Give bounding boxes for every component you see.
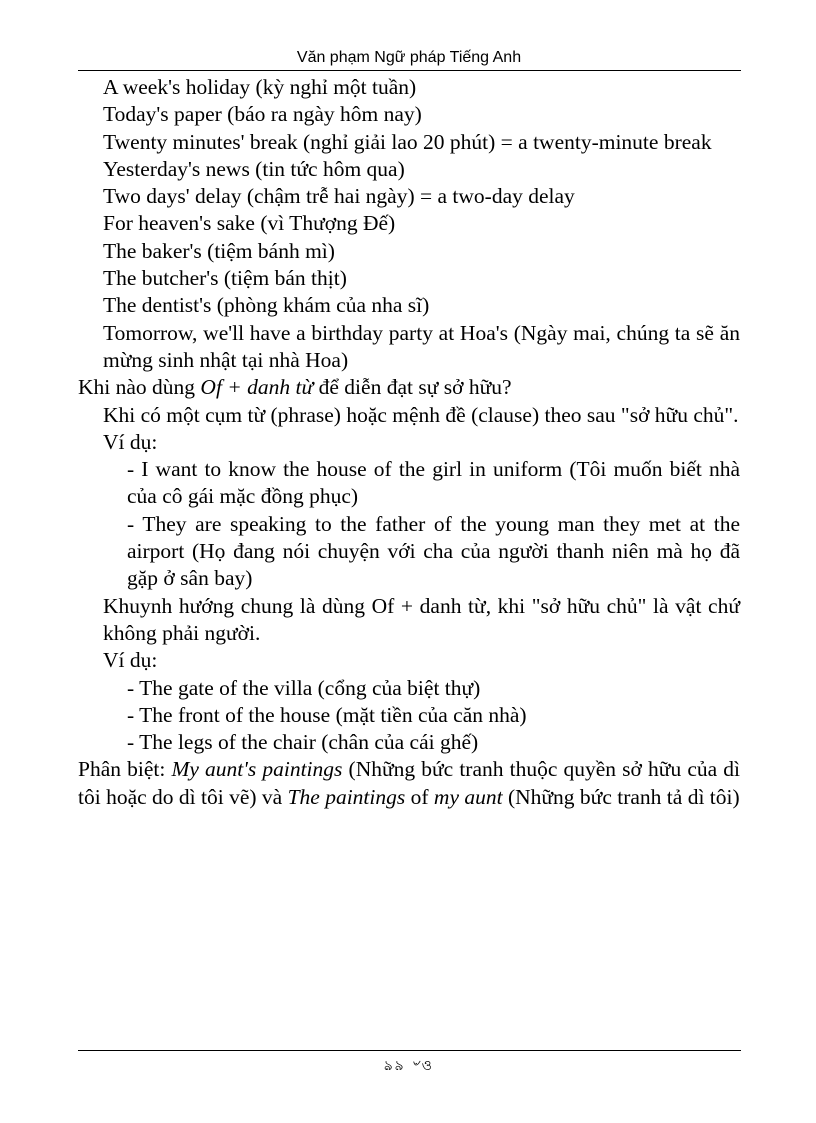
example-heading: Ví dụ:	[103, 648, 158, 673]
distinction-paragraph	[78, 756, 740, 811]
question-start: Khi nào dùng	[78, 375, 201, 400]
example-line: Twenty minutes' break (nghỉ giải lao 20 phút) = a twenty-minute break	[103, 129, 712, 154]
page-content	[78, 74, 740, 811]
rule-text: Khi có một cụm từ (phrase) hoặc mệnh đề (clause) theo sau "sở hữu chủ".	[103, 402, 739, 427]
distinction-italic-2: The paintings	[287, 784, 406, 809]
example-sentence: - The legs of the chair (chân của cái ghế)	[127, 730, 479, 755]
example-line: Yesterday's news (tin tức hôm qua)	[103, 156, 405, 181]
example-sentence: - The front of the house (mặt tiền của căn nhà)	[127, 702, 527, 727]
example-heading: Ví dụ:	[103, 429, 158, 454]
question-end: để diễn đạt sự sở hữu?	[313, 375, 512, 400]
example-line: The butcher's (tiệm bán thịt)	[103, 266, 347, 291]
distinction-text-3: (Những bức tranh tả dì tôi)	[502, 784, 740, 809]
example-sentence: - I want to know the house of the girl in uniform (Tôi muốn biết nhà của cô gái mặc đồng phục)	[127, 457, 740, 509]
example-line: Today's paper (báo ra ngày hôm nay)	[103, 102, 422, 127]
distinction-italic-3: my aunt	[433, 784, 503, 809]
example-line: The dentist's (phòng khám của nha sĩ)	[103, 293, 430, 318]
section-question	[78, 374, 740, 401]
example-sentence: - They are speaking to the father of the young man they met at the airport (Họ đang nói chuyện với cha của người thanh niên mà họ đã gặp ở sân bay)	[127, 511, 740, 591]
distinction-text-1: (Những bức tranh thuộc quyền sở hữu của dì tôi hoặc do dì tôi vẽ) và	[78, 757, 740, 809]
header-divider	[78, 70, 741, 71]
example-line: For heaven's sake (vì Thượng Đế)	[103, 211, 396, 236]
rule-text: Khuynh hướng chung là dùng Of + danh từ, khi "sở hữu chủ" là vật chứ không phải người.	[103, 593, 740, 645]
distinction-label: Phân biệt:	[78, 757, 172, 782]
distinction-italic-1: My aunt's paintings	[171, 757, 343, 782]
example-line: A week's holiday (kỳ nghỉ một tuần)	[103, 75, 417, 99]
footer-divider	[78, 1050, 741, 1051]
distinction-text-2: of	[405, 784, 434, 809]
example-line: The baker's (tiệm bánh mì)	[103, 238, 335, 263]
example-sentence: - The gate of the villa (cổng của biệt thự)	[127, 675, 481, 700]
footer-ornament-icon: ঌ৯ ৺ও	[384, 1059, 434, 1074]
page-header-title: Văn phạm Ngữ pháp Tiếng Anh	[296, 49, 522, 66]
question-italic: Of + danh từ	[200, 375, 314, 400]
example-line: Two days' delay (chậm trễ hai ngày) = a two-day delay	[103, 184, 575, 209]
example-line: Tomorrow, we'll have a birthday party at Hoa's (Ngày mai, chúng ta sẽ ăn mừng sinh nhật tại nhà Hoa)	[103, 320, 740, 372]
